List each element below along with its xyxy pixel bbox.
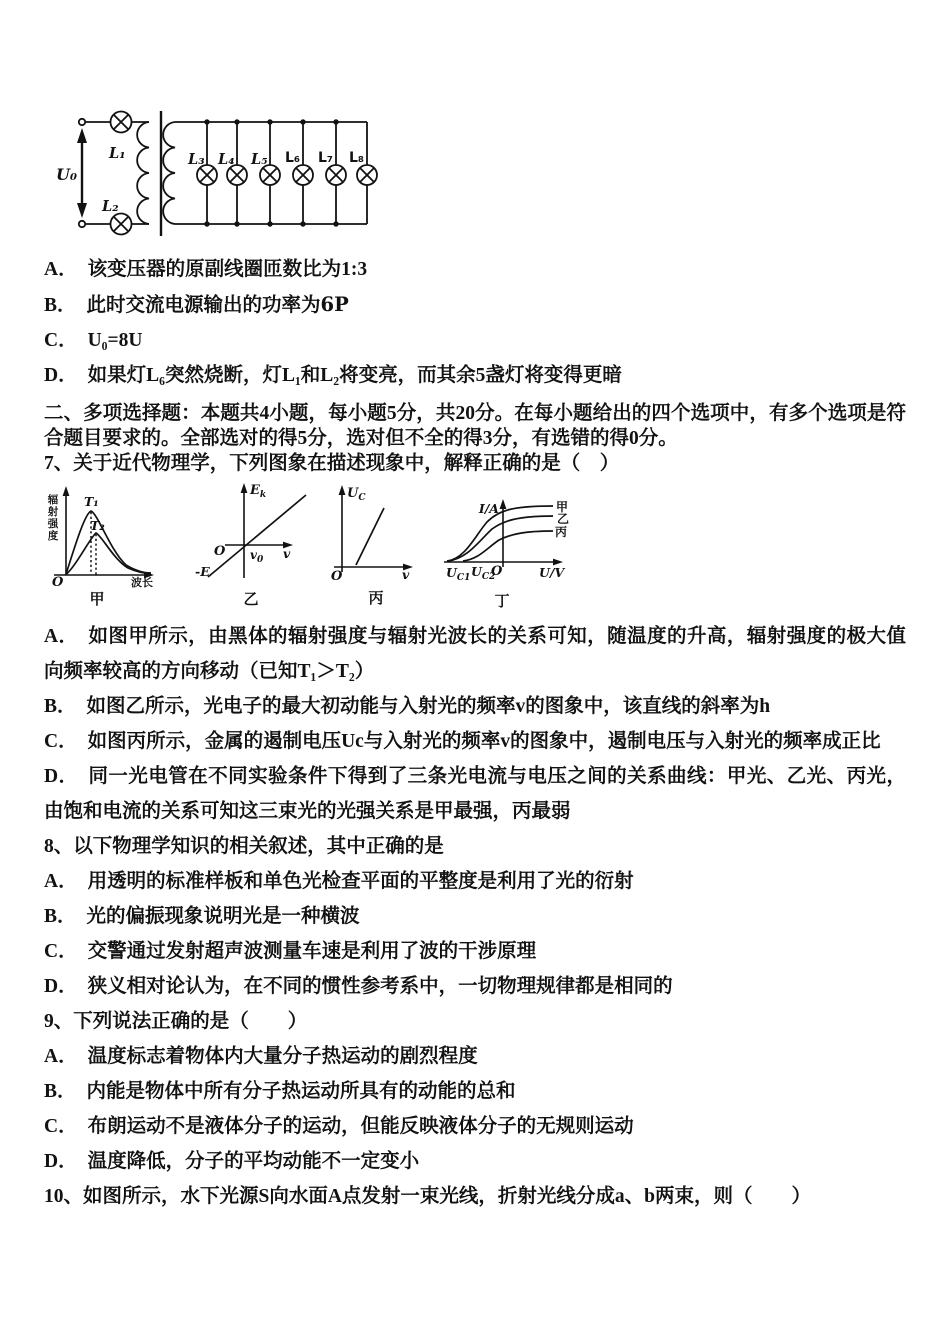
graph-caption: 甲 [89,591,105,608]
svg-text:辐: 辐 [47,494,59,506]
q9-stem: 9、下列说法正确的是（ ） [44,1011,308,1032]
lamp-L1-label: L₁ [109,145,126,162]
origin-label: O [491,564,503,579]
origin-label: O [52,575,64,590]
option-letter: C． [44,1116,78,1137]
option-letter: D． [44,365,78,386]
q7-graph-jia [34,478,174,611]
q9-block [44,1004,906,1179]
q7-graph-yi [194,478,314,611]
q6-option-c [44,323,906,358]
q7-graph-bing [329,478,419,611]
origin-label: O [214,544,226,559]
option-letter: A． [44,871,78,892]
lamp-L3-label: L₃ [188,151,205,168]
q7-figure [34,478,906,613]
q8-block [44,829,906,1004]
t2-label: T₂ [90,518,105,533]
secondary-coil [163,122,175,224]
option-letter: D． [44,1151,78,1172]
curve-jia-label: 甲 [556,500,569,514]
option-text: 内能是物体中所有分子热运动所具有的动能的总和 [86,1081,516,1102]
option-letter: A． [44,259,78,280]
q6-option-b [44,287,906,323]
svg-text:强: 强 [47,518,59,530]
q7-stem: 7、关于近代物理学，下列图象在描述现象中，解释正确的是（ ） [44,453,620,474]
lamp-L4-label: L₄ [218,151,235,168]
q6-option-a [44,252,906,287]
curve-yi-label: 乙 [557,512,570,526]
curve-t1 [66,511,151,574]
svg-text:射: 射 [47,506,59,518]
q7-options [44,619,906,829]
lamp-L5-label: L₅ [251,151,268,168]
option-letter: B． [44,1081,77,1102]
option-text: 同一光电管在不同实验条件下得到了三条光电流与电压之间的关系曲线：甲光、乙光、丙光，由饱和电流的关系可知这三束光的光强关系是甲最强，丙最弱 [44,766,906,822]
uc1-label: UC1 [446,565,471,583]
q9-option-a [44,1039,906,1074]
lamp-L6-label: L₆ [285,150,301,166]
option-letter: D． [44,976,78,997]
option-letter: B． [44,295,77,316]
t1-label: T₁ [84,494,99,509]
x-axis-label: 波长 [131,577,153,589]
option-text: 此时交流电源输出的功率为6P [86,293,349,316]
svg-text:度: 度 [47,530,59,542]
voltage-arrow-up [77,128,87,143]
option-text: 狭义相对论认为，在不同的惯性参考系中，一切物理规律都是相同的 [87,976,673,997]
origin-label: O [331,569,343,584]
option-letter: A． [44,626,79,647]
option-text: 如图甲所示，由黑体的辐射强度与辐射光波长的关系可知，随温度的升高，辐射强度的极大值向频率较高的方向移动（已知T₁＞T₂） [44,626,906,682]
q8-option-b [44,899,906,934]
q7-graph-ding [419,478,619,613]
q6-options [44,252,906,393]
y-axis-arrow [63,486,70,496]
terminal-bottom [79,221,85,227]
y-axis-label: Ek [250,483,267,500]
q7-option-b [44,689,906,724]
option-text: 如果灯L₆突然烧断，灯L₁和L₂将变亮，而其余5盏灯将变得更暗 [87,365,622,386]
option-text: 该变压器的原副线圈匝数比为1:3 [87,259,368,280]
graph-caption: 丁 [494,593,510,610]
primary-coil [137,122,149,224]
graph-caption: 乙 [243,591,259,608]
option-letter: C． [44,731,78,752]
section2-header: 二、多项选择题：本题共4小题，每小题5分，共20分。在每小题给出的四个选项中，有多个选项是符合题目要求的。全部选对的得5分，选对但不全的得3分，有选错的得0分。 [44,403,906,449]
y-axis-label: I/A [478,501,499,516]
lamp-L7-label: L₇ [318,150,334,166]
q9-option-c [44,1109,906,1144]
x-axis-label: U/V [539,565,565,580]
q8-option-d [44,969,906,1004]
curve-bing-label: 丙 [555,525,568,539]
y-axis-arrow [241,483,248,493]
y-axis-label: UC [347,486,366,503]
option-text: 如图丙所示，金属的遏制电压Uc与入射光的频率v的图象中，遏制电压与入射光的频率成正比 [87,731,881,752]
option-text: U₀=8U [87,330,143,351]
y-axis-label-vertical [47,493,59,542]
option-text: 温度降低，分子的平均动能不一定变小 [87,1151,420,1172]
threshold-frequency-label: v0 [250,548,264,565]
x-axis-label: v [402,567,410,582]
uc2-label: UC2 [471,564,496,582]
transformer-circuit-svg [54,98,394,248]
q6-option-d [44,358,906,393]
y-axis-arrow [500,499,507,509]
option-letter: C． [44,330,78,351]
option-text: 交警通过发射超声波测量车速是利用了波的干涉原理 [87,941,537,962]
terminal-top [79,119,85,125]
option-text: 温度标志着物体内大量分子热运动的剧烈程度 [87,1046,478,1067]
option-letter: D． [44,766,79,787]
curve-jia [447,506,553,561]
source-voltage-label: U₀ [56,165,77,184]
graph-caption: 丙 [368,590,384,607]
q7-option-a [44,619,906,689]
lamp-L8-label: L₈ [349,150,365,166]
option-letter: C． [44,941,78,962]
q8-option-a [44,864,906,899]
q7-option-d [44,759,906,829]
voltage-arrow-down [77,203,87,218]
q9-option-b [44,1074,906,1109]
lamp-L2-label: L₂ [102,198,119,215]
work-function-label: -E [195,564,210,579]
option-text: 布朗运动不是液体分子的运动，但能反映液体分子的无规则运动 [87,1116,634,1137]
option-letter: B． [44,696,77,717]
q10-stem: 10、如图所示，水下光源S向水面A点发射一束光线，折射光线分成a、b两束，则（ ） [44,1186,812,1207]
secondary-lamps [197,165,377,185]
uc-line [356,508,384,565]
option-text: 用透明的标准样板和单色光检查平面的平整度是利用了光的衍射 [87,871,634,892]
option-letter: B． [44,906,77,927]
q7-option-c [44,724,906,759]
q9-option-d [44,1144,906,1179]
option-letter: A． [44,1046,78,1067]
option-text: 光的偏振现象说明光是一种横波 [86,906,360,927]
y-axis-arrow [339,485,346,495]
q8-stem: 8、以下物理学知识的相关叙述，其中正确的是 [44,836,444,857]
option-text: 如图乙所示，光电子的最大初动能与入射光的频率v的图象中，该直线的斜率为h [86,696,771,717]
transformer-circuit-figure [54,98,906,248]
q8-option-c [44,934,906,969]
x-axis-label: v [283,546,291,561]
